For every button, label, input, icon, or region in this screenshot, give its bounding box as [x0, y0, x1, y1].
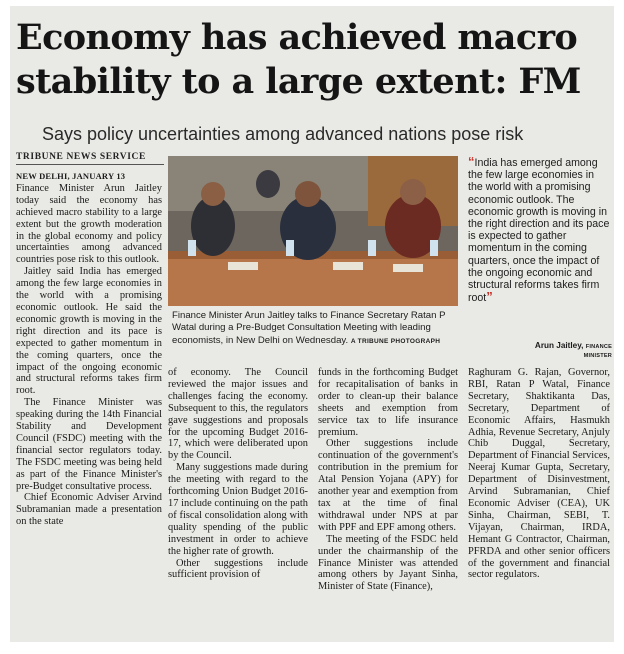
speaker-name: Arun Jaitley,: [534, 341, 584, 350]
paragraph: funds in the forthcoming Budget for recapitalisation of banks in order to clean-up their balance sheets and exemption from service tax to life insurance premium.: [318, 367, 458, 438]
paragraph: Raghuram G. Rajan, Governor, RBI, Ratan P Watal, Finance Secretary, Shaktikanta Das, Secretary, Department of Economic Affairs, Hasmukh Adhia, Revenue Secretary, Anjuly Chib Duggal, Secretary, Department of Financial Services, Neeraj Kumar Gupta, Secretary, Department of Disinvestment, Arvind Subramanian, Chief Economic Adviser (CEA), UK Sinha, Chairman, SEBI, T. Vijayan, Chairman, IRDA, Hemant G Contractor, Chairman, PFRDA and other senior officers of the government and financial sector regulators.: [468, 367, 610, 581]
paragraph: The meeting of the FSDC held under the chairmanship of the Finance Minister was attended among others by Jayant Sinha, Minister of State (Finance),: [318, 533, 458, 593]
paragraph: Other suggestions include sufficient provision of: [168, 557, 308, 581]
article-column-1: [16, 171, 162, 641]
paragraph: Jaitley said India has emerged among the few large economies in the world with a promising economic outlook. He said the economic growth is moving in the right direction and its pace is expected to gather momentum in the coming quarters, once the impact of the ongoing economic and structural reforms takes firm root.: [16, 266, 162, 397]
article-column-4: [468, 367, 610, 641]
paragraph: Finance Minister Arun Jaitley today said the economy has achieved macro stability to a large extent but the growth moderation in the global economy and policy uncertainties among advanced countries pose risk to this outlook.: [16, 182, 162, 266]
headline: Economy has achieved macro stability to a large extent: FM: [16, 17, 581, 102]
caption-text: Finance Minister Arun Jaitley talks to Finance Secretary Ratan P Watal during a Pre-Budget Consultation Meeting with leading economists, in New Delhi on Wednesday.: [172, 310, 446, 346]
photo-caption: [172, 310, 460, 348]
paragraph: The Finance Minister was speaking during the 14th Financial Stability and Development Council (FSDC) meeting with the financial sector regulators today. The FSDC meeting was being held as part of the Finance Minister's pre-Budget consultative process.: [16, 397, 162, 492]
open-quote-icon: “: [468, 154, 475, 169]
pull-quote-text: India has emerged among the few large economies in the world with a promising economic outlook. The economic growth is moving in the right direction and its pace is expected to gather momentum in the coming quarters, once the impact of the ongoing economic and structural reforms takes firm root: [468, 157, 610, 305]
byline: TRIBUNE NEWS SERVICE: [16, 152, 146, 162]
photo-credit: A TRIBUNE PHOTOGRAPH: [350, 337, 441, 345]
subheadline: Says policy uncertainties among advanced nations pose risk: [42, 124, 524, 144]
meeting-photo-illustration: [168, 156, 458, 306]
paragraph: Chief Economic Adviser Arvind Subramanian made a presentation on the state: [16, 492, 162, 528]
pull-quote-attribution: [520, 341, 612, 359]
newspaper-clipping: [10, 6, 614, 642]
paragraph: Other suggestions include continuation of the government's contribution in the premium for Atal Pension Yojana (APY) for another year and exemption from tax at the time of final withdrawal under NPS at par with PPF and EPF among others.: [318, 438, 458, 533]
byline-divider: [16, 164, 164, 165]
close-quote-icon: ”: [486, 289, 493, 305]
article-column-2: [168, 367, 308, 641]
dateline: NEW DELHI, JANUARY 13: [16, 171, 126, 181]
speaker-designation: FINANCE MINISTER: [583, 344, 612, 359]
paragraph: Many suggestions made during the meeting with regard to the forthcoming Union Budget 2016-17 include continuing on the path of fiscal consolidation along with quality spending of the public investment in order to achieve the higher rate of growth.: [168, 462, 308, 557]
news-photo: [168, 156, 458, 306]
pull-quote: [468, 156, 610, 336]
paragraph: of economy. The Council reviewed the major issues and challenges facing the economy. Subsequent to this, the regulators gave suggestions and proposals for the upcoming Budget 2016-17, which were deliberated upon by the Council.: [168, 367, 308, 462]
article-column-3: [318, 367, 458, 641]
